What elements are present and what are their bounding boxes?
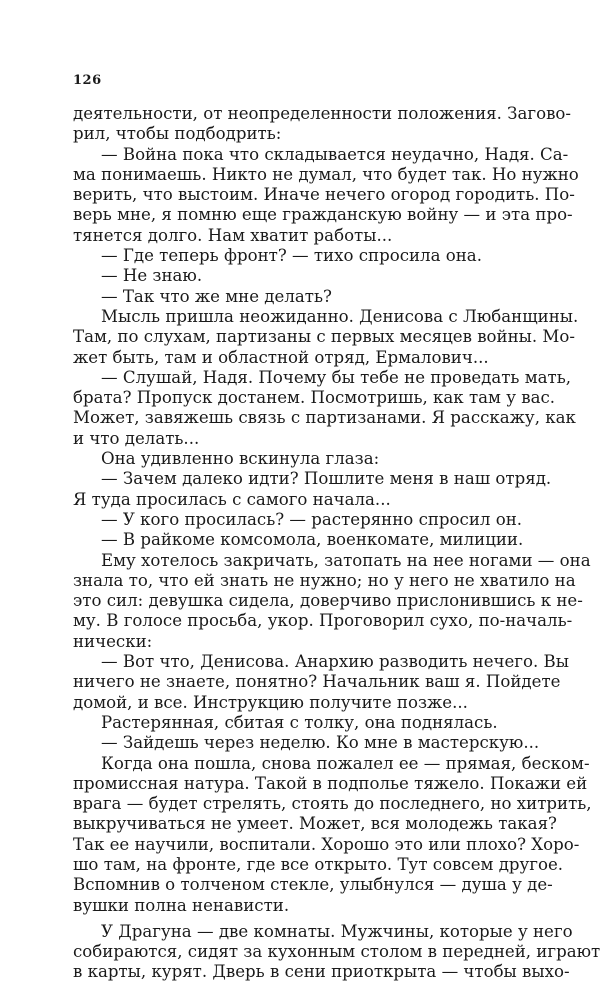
- text-line: выкручиваться не умеет. Может, вся молодежь такая?: [73, 814, 557, 834]
- text-line: — У кого просилась? — растерянно спросил он.: [101, 509, 523, 529]
- text-line: У Драгуна — две комнаты. Мужчины, которые у него: [101, 921, 573, 941]
- text-line: Может, завяжешь связь с партизанами. Я расскажу, как: [73, 408, 576, 428]
- text-line: — Война пока что складывается неудачно, Надя. Са-: [101, 144, 569, 164]
- text-line: ничего не знаете, понятно? Начальник ваш я. Пойдете: [73, 672, 561, 692]
- text-line: тянется долго. Нам хватит работы...: [73, 225, 393, 245]
- text-line: рил, чтобы подбодрить:: [73, 124, 282, 144]
- text-line: домой, и все. Инструкцию получите позже...: [73, 692, 468, 712]
- text-line: му. В голосе просьба, укор. Проговорил сухо, по-началь-: [73, 611, 573, 631]
- text-line: Так ее научили, воспитали. Хорошо это или плохо? Хоро-: [73, 834, 580, 854]
- body-text: [73, 104, 600, 983]
- text-line: Она удивленно вскинула глаза:: [101, 449, 380, 469]
- text-line: знала то, что ей знать не нужно; но у него не хватило на: [73, 570, 576, 590]
- text-line: шо там, на фронте, где все открыто. Тут совсем другое.: [73, 854, 564, 874]
- text-line: и что делать...: [73, 428, 200, 448]
- text-line: собираются, сидят за кухонным столом в передней, играют: [73, 942, 600, 962]
- text-line: деятельности, от неопределенности положения. Загово-: [73, 104, 572, 123]
- text-line: промиссная натура. Такой в подполье тяжело. Покажи ей: [73, 773, 588, 793]
- text-line: Там, по слухам, партизаны с первых месяцев войны. Мо-: [73, 327, 575, 347]
- text-line: нически:: [73, 631, 153, 651]
- text-line: Я туда просилась с самого начала...: [73, 489, 391, 509]
- text-line: Ему хотелось закричать, затопать на нее ногами — она: [101, 550, 591, 570]
- text-line: — Зачем далеко идти? Пошлите меня в наш отряд.: [101, 469, 552, 489]
- text-line: ма понимаешь. Никто не думал, что будет так. Но нужно: [73, 164, 579, 184]
- text-line: — Зайдешь через неделю. Ко мне в мастерскую...: [101, 733, 540, 753]
- text-line: Когда она пошла, снова пожалел ее — прямая, беском-: [101, 753, 590, 773]
- text-line: верь мне, я помню еще гражданскую войну — и эта про-: [73, 205, 573, 225]
- text-line: — Где теперь фронт? — тихо спросила она.: [101, 246, 482, 266]
- text-line: вушки полна ненависти.: [73, 895, 290, 915]
- text-line: в карты, курят. Дверь в сени приоткрыта — чтобы выхо-: [73, 962, 570, 982]
- text-line: верить, что выстоим. Иначе нечего огород городить. По-: [73, 185, 575, 205]
- text-line: врага — будет стрелять, стоять до последнего, но хитрить,: [73, 794, 592, 814]
- text-line: это сил: девушка сидела, доверчиво прислонившись к не-: [73, 591, 583, 611]
- text-line: брата? Пропуск достанем. Посмотришь, как там у вас.: [73, 388, 556, 408]
- text-line: — Не знаю.: [101, 266, 203, 286]
- text-line: Растерянная, сбитая с толку, она поднялась.: [101, 712, 498, 732]
- text-line: — Вот что, Денисова. Анархию разводить нечего. Вы: [101, 652, 569, 672]
- text-line: Мысль пришла неожиданно. Денисова с Любанщины.: [101, 306, 579, 326]
- text-line: — В райкоме комсомола, военкомате, милиции.: [101, 530, 524, 550]
- text-line: жет быть, там и областной отряд, Ермалович...: [73, 347, 489, 367]
- page-number: 126: [73, 73, 102, 88]
- text-line: — Так что же мне делать?: [101, 286, 332, 306]
- text-line: — Слушай, Надя. Почему бы тебе не проведать мать,: [101, 367, 572, 387]
- text-line: Вспомнив о толченом стекле, улыбнулся — душа у де-: [73, 875, 553, 895]
